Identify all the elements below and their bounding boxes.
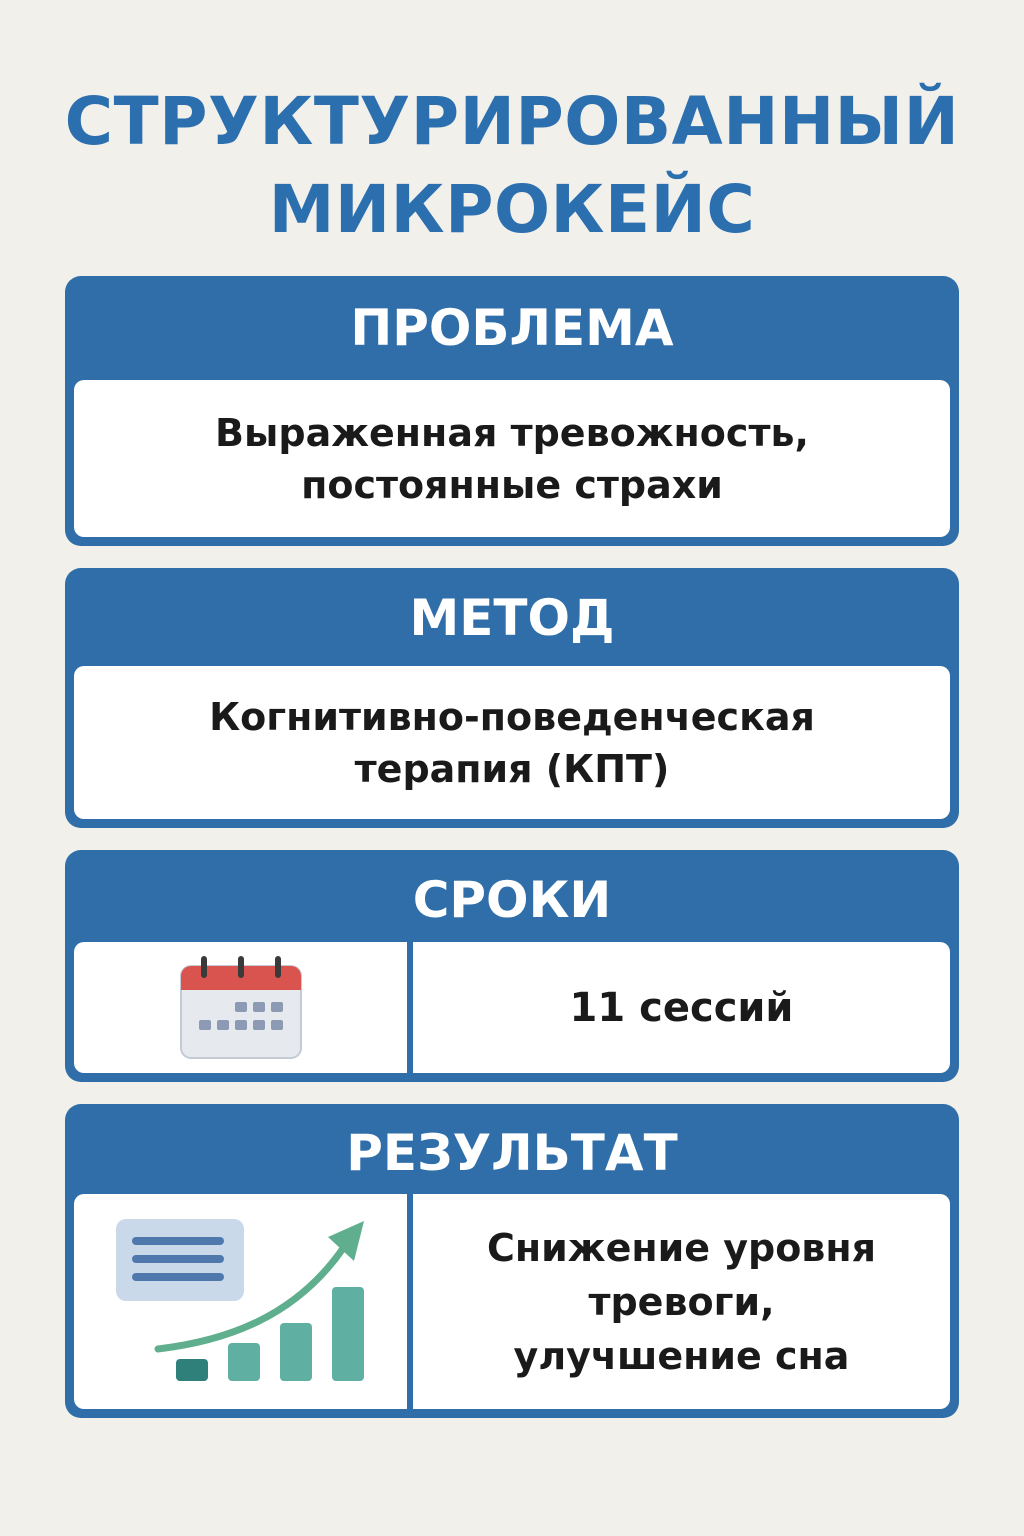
- method-header: МЕТОД: [409, 589, 615, 647]
- problem-header: ПРОБЛЕМА: [350, 299, 674, 357]
- result-text-line-1: Снижение уровня: [486, 1225, 877, 1270]
- timing-icon-cell: [74, 942, 413, 1073]
- page-title: [0, 78, 1024, 254]
- method-card: [65, 568, 959, 828]
- result-text-line-2: тревоги,: [588, 1279, 775, 1324]
- timing-header: СРОКИ: [412, 871, 612, 929]
- title-line-2: МИКРОКЕЙС: [268, 171, 756, 248]
- timing-text: 11 сессий: [569, 984, 794, 1031]
- result-text-line-3: улучшение сна: [513, 1333, 850, 1378]
- result-body: [74, 1194, 950, 1409]
- timing-body: [74, 942, 950, 1073]
- method-body: [74, 666, 950, 819]
- result-card: [65, 1104, 959, 1418]
- timing-text-cell: [413, 942, 950, 1073]
- problem-body: [74, 380, 950, 537]
- result-header: РЕЗУЛЬТАТ: [346, 1124, 678, 1182]
- title-line-1: СТРУКТУРИРОВАННЫЙ: [64, 83, 960, 160]
- timing-card: [65, 850, 959, 1082]
- growth-chart-icon: [106, 1217, 376, 1387]
- method-text-line-1: Когнитивно-поведенческая: [209, 694, 815, 739]
- problem-text-line-2: постоянные страхи: [301, 462, 723, 507]
- method-text-line-2: терапия (КПТ): [354, 746, 670, 791]
- problem-text-line-1: Выраженная тревожность,: [215, 410, 809, 455]
- calendar-icon: [179, 956, 303, 1060]
- result-icon-cell: [74, 1194, 413, 1409]
- result-text-cell: [413, 1194, 950, 1409]
- problem-card: [65, 276, 959, 546]
